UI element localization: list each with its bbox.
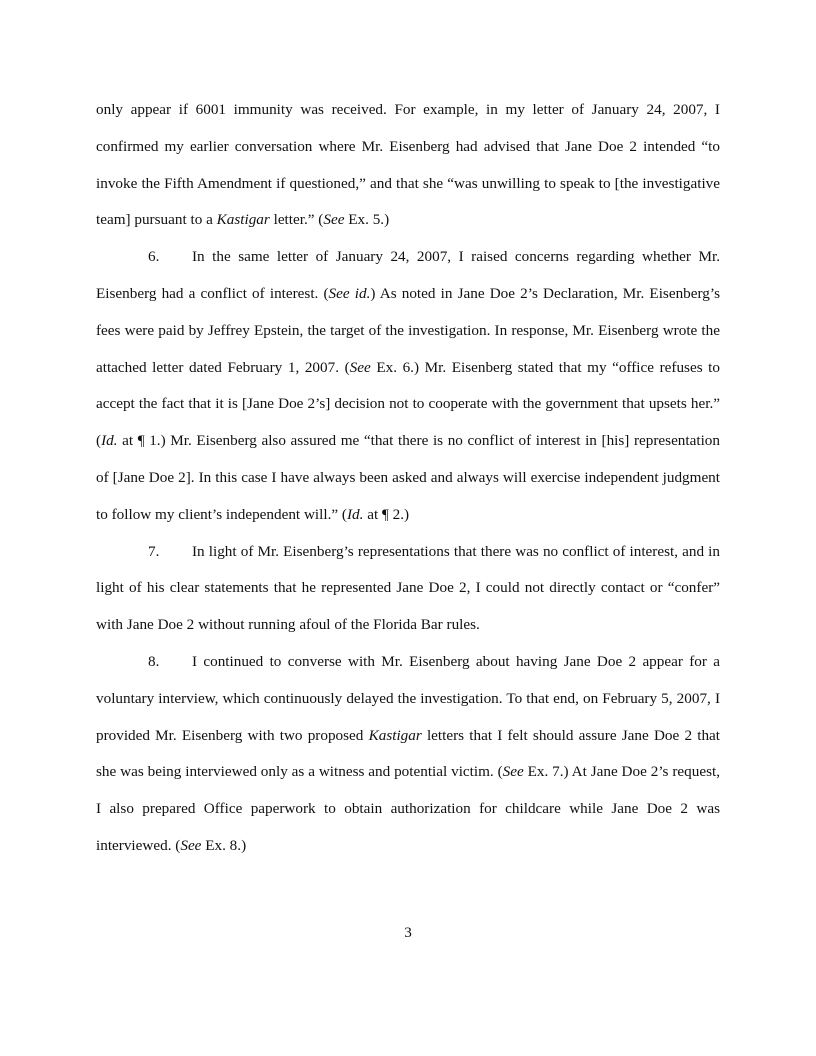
text-segment: I continued to converse with Mr. Eisenberg about having Jane Doe 2 appear for a voluntary interview, which continuously delayed the investigation. To that end, on February 5, 2007, I provided Mr. Eisenberg with two proposed bbox=[96, 652, 720, 744]
paragraph-text bbox=[96, 248, 720, 523]
paragraph-text bbox=[96, 653, 720, 854]
paragraph-7 bbox=[96, 534, 720, 644]
text-segment: In the same letter of January 24, 2007, I raised concerns regarding whether Mr. Eisenberg had a conflict of interest. ( bbox=[96, 248, 720, 302]
italic-text-segment: See bbox=[180, 836, 202, 854]
text-segment: letter.” ( bbox=[269, 211, 324, 229]
italic-text-segment: See bbox=[349, 358, 371, 376]
text-segment: at ¶ 2.) bbox=[363, 505, 410, 523]
paragraph-continuation bbox=[96, 92, 720, 239]
document-body bbox=[96, 92, 720, 865]
paragraph-number: 8. bbox=[148, 652, 160, 670]
page-number: 3 bbox=[404, 924, 412, 941]
paragraph-6 bbox=[96, 239, 720, 533]
paragraph-number: 6. bbox=[148, 248, 160, 266]
italic-text-segment: See bbox=[323, 211, 345, 229]
paragraph-8 bbox=[96, 644, 720, 865]
text-segment: ) As noted in Jane Doe 2’s Declaration, Mr. Eisenberg’s fees were paid by Jeffrey Epstein, the target of the investigation. In response, Mr. Eisenberg wrote the attached letter dated February 1, 2007. ( bbox=[96, 284, 721, 376]
italic-text-segment: See bbox=[502, 763, 524, 781]
italic-text-segment: Kastigar bbox=[368, 726, 422, 744]
text-segment: Ex. 8.) bbox=[201, 836, 247, 854]
italic-text-segment: Id. bbox=[101, 432, 118, 450]
text-segment: Ex. 5.) bbox=[344, 211, 390, 229]
text-segment: In light of Mr. Eisenberg’s representations that there was no conflict of interest, and in light of his clear statements that he represented Jane Doe 2, I could not directly contact or “confer” with Jane Doe 2 without running afoul of the Florida Bar rules. bbox=[96, 542, 720, 634]
text-segment: Ex. 7.) At Jane Doe 2’s request, I also prepared Office paperwork to obtain authorization for childcare while Jane Doe 2 was interviewed. ( bbox=[96, 763, 720, 854]
italic-text-segment: Id. bbox=[346, 505, 364, 523]
text-segment: only appear if 6001 immunity was received. For example, in my letter of January 24, 2007, I confirmed my earlier conversation where Mr. Eisenberg had advised that Jane Doe 2 intended “to invoke the Fifth Amendment if questioned,” and that she “was unwilling to speak to [the investigative team] pursuant to a bbox=[96, 101, 720, 229]
text-segment: letters that I felt should assure Jane Doe 2 that she was being interviewed only as a witness and potential victim. ( bbox=[96, 726, 721, 781]
text-segment: at ¶ 1.) Mr. Eisenberg also assured me “that there is no conflict of interest in [his] representation of [Jane Doe 2]. In this case I have always been asked and always will exercise independent judgment to follow my client’s independent will.” ( bbox=[96, 432, 720, 523]
text-segment: Ex. 6.) Mr. Eisenberg stated that my “office refuses to accept the fact that it is [Jane Doe 2’s] decision not to cooperate with the government that upsets her.” ( bbox=[96, 358, 720, 450]
italic-text-segment: Kastigar bbox=[216, 211, 270, 229]
italic-text-segment: See id. bbox=[328, 284, 371, 302]
paragraph-number: 7. bbox=[148, 542, 160, 560]
